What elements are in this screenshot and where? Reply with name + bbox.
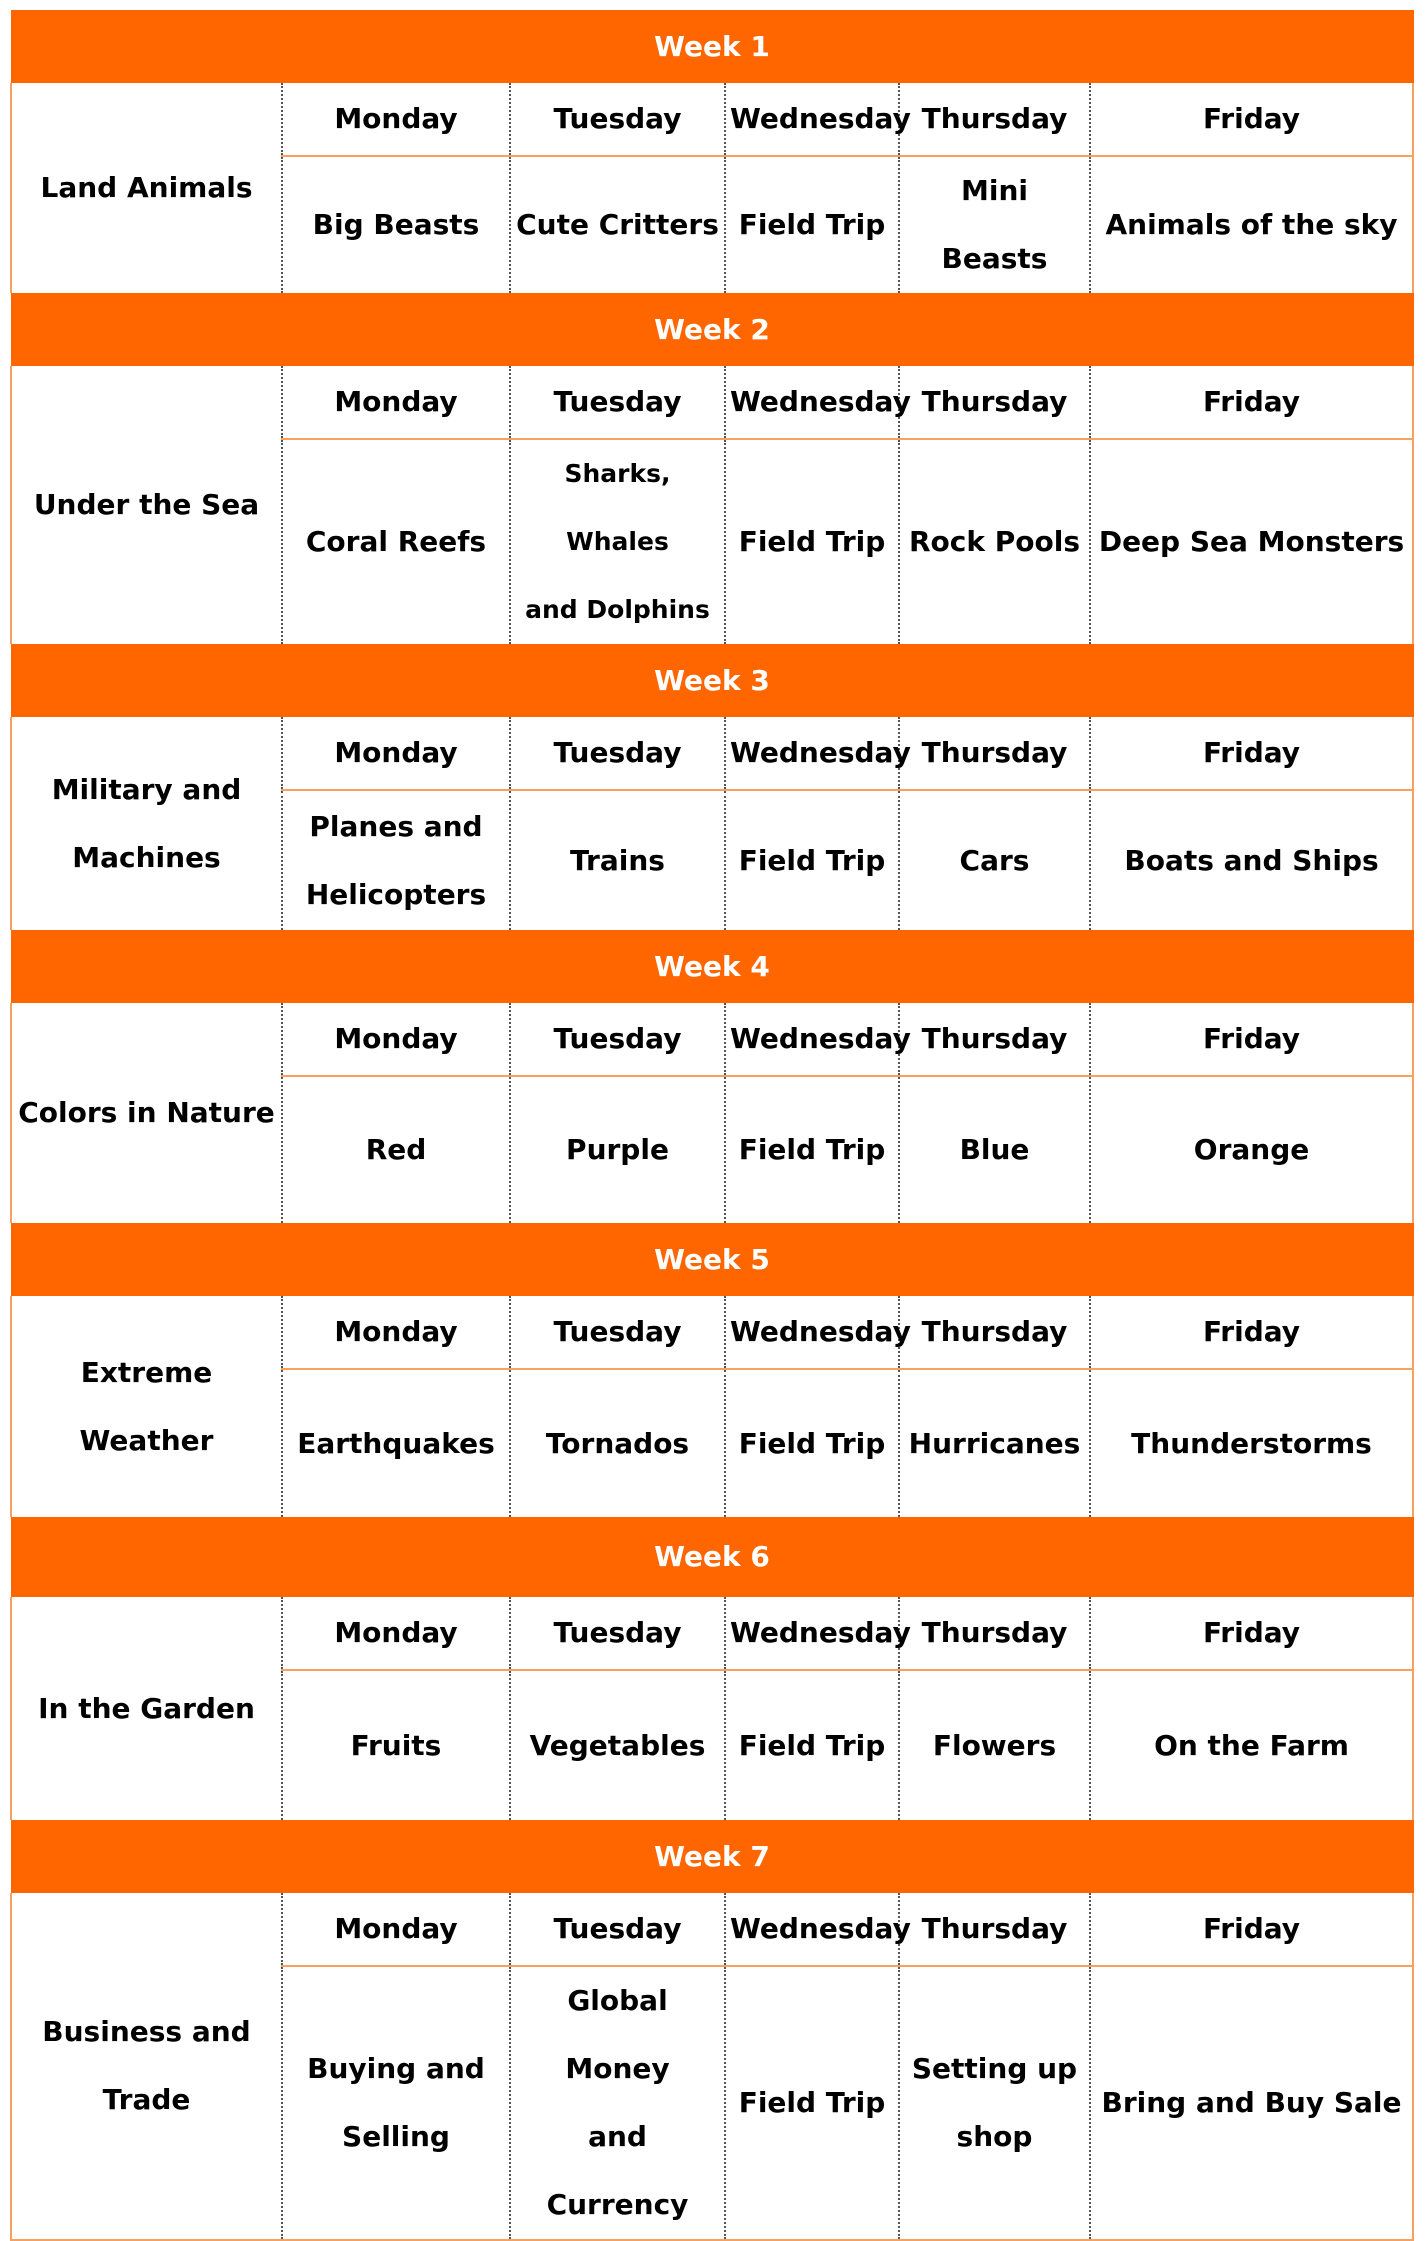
day-monday: Monday xyxy=(282,366,510,439)
day-thursday: Thursday xyxy=(899,1003,1090,1076)
topic-friday: Deep Sea Monsters xyxy=(1090,439,1413,644)
day-monday: Monday xyxy=(282,1003,510,1076)
topic-friday: Orange xyxy=(1090,1076,1413,1223)
topic-tuesday: Global Money and Currency xyxy=(510,1966,725,2240)
day-thursday: Thursday xyxy=(899,1296,1090,1369)
topic-friday: Bring and Buy Sale xyxy=(1090,1966,1413,2240)
topic-tuesday: Tornados xyxy=(510,1369,725,1517)
week-header: Week 2 xyxy=(11,293,1413,366)
week-theme: Under the Sea xyxy=(11,366,282,644)
topic-tuesday: Trains xyxy=(510,790,725,930)
week-6-table xyxy=(10,1517,1414,1820)
day-thursday: Thursday xyxy=(899,83,1090,156)
day-monday: Monday xyxy=(282,1893,510,1966)
topic-wednesday: Field Trip xyxy=(725,156,899,293)
day-tuesday: Tuesday xyxy=(510,1003,725,1076)
day-thursday: Thursday xyxy=(899,366,1090,439)
day-thursday: Thursday xyxy=(899,1893,1090,1966)
topic-monday: Planes and Helicopters xyxy=(282,790,510,930)
week-header: Week 3 xyxy=(11,644,1413,717)
topic-monday: Fruits xyxy=(282,1670,510,1820)
week-theme: Land Animals xyxy=(11,83,282,293)
week-2-table xyxy=(10,293,1414,644)
week-5-table xyxy=(10,1223,1414,1517)
topic-tuesday: Sharks, Whales and Dolphins xyxy=(510,439,725,644)
week-theme: In the Garden xyxy=(11,1597,282,1820)
day-tuesday: Tuesday xyxy=(510,717,725,790)
day-tuesday: Tuesday xyxy=(510,1597,725,1670)
week-theme: Military and Machines xyxy=(11,717,282,930)
topic-wednesday: Field Trip xyxy=(725,790,899,930)
week-header: Week 5 xyxy=(11,1223,1413,1296)
topic-thursday: Flowers xyxy=(899,1670,1090,1820)
week-header: Week 1 xyxy=(11,10,1413,83)
topic-monday: Red xyxy=(282,1076,510,1223)
topic-friday: Boats and Ships xyxy=(1090,790,1413,930)
day-friday: Friday xyxy=(1090,717,1413,790)
topic-thursday: Setting up shop xyxy=(899,1966,1090,2240)
topic-thursday: Cars xyxy=(899,790,1090,930)
day-wednesday: Wednesday xyxy=(725,366,899,439)
topic-friday: Animals of the sky xyxy=(1090,156,1413,293)
day-friday: Friday xyxy=(1090,1296,1413,1369)
day-wednesday: Wednesday xyxy=(725,717,899,790)
day-wednesday: Wednesday xyxy=(725,1893,899,1966)
week-4-table xyxy=(10,930,1414,1223)
topic-friday: On the Farm xyxy=(1090,1670,1413,1820)
topic-thursday: Hurricanes xyxy=(899,1369,1090,1517)
day-tuesday: Tuesday xyxy=(510,366,725,439)
week-header: Week 7 xyxy=(11,1820,1413,1893)
day-wednesday: Wednesday xyxy=(725,83,899,156)
topic-tuesday: Cute Critters xyxy=(510,156,725,293)
week-theme: Business and Trade xyxy=(11,1893,282,2240)
day-friday: Friday xyxy=(1090,83,1413,156)
topic-thursday: Mini Beasts xyxy=(899,156,1090,293)
topic-wednesday: Field Trip xyxy=(725,1369,899,1517)
day-tuesday: Tuesday xyxy=(510,1296,725,1369)
day-thursday: Thursday xyxy=(899,1597,1090,1670)
week-theme: Extreme Weather xyxy=(11,1296,282,1517)
day-tuesday: Tuesday xyxy=(510,83,725,156)
day-friday: Friday xyxy=(1090,1003,1413,1076)
topic-monday: Earthquakes xyxy=(282,1369,510,1517)
topic-monday: Coral Reefs xyxy=(282,439,510,644)
day-monday: Monday xyxy=(282,717,510,790)
day-friday: Friday xyxy=(1090,1597,1413,1670)
week-header: Week 6 xyxy=(11,1517,1413,1597)
day-friday: Friday xyxy=(1090,1893,1413,1966)
topic-friday: Thunderstorms xyxy=(1090,1369,1413,1517)
day-monday: Monday xyxy=(282,83,510,156)
week-theme: Colors in Nature xyxy=(11,1003,282,1223)
day-tuesday: Tuesday xyxy=(510,1893,725,1966)
topic-wednesday: Field Trip xyxy=(725,1670,899,1820)
week-header: Week 4 xyxy=(11,930,1413,1003)
topic-monday: Buying and Selling xyxy=(282,1966,510,2240)
weekly-schedule xyxy=(10,10,1412,2241)
week-7-table xyxy=(10,1820,1414,2241)
day-wednesday: Wednesday xyxy=(725,1597,899,1670)
day-wednesday: Wednesday xyxy=(725,1003,899,1076)
day-wednesday: Wednesday xyxy=(725,1296,899,1369)
day-monday: Monday xyxy=(282,1597,510,1670)
topic-wednesday: Field Trip xyxy=(725,439,899,644)
topic-thursday: Blue xyxy=(899,1076,1090,1223)
topic-monday: Big Beasts xyxy=(282,156,510,293)
topic-thursday: Rock Pools xyxy=(899,439,1090,644)
topic-tuesday: Vegetables xyxy=(510,1670,725,1820)
day-friday: Friday xyxy=(1090,366,1413,439)
day-monday: Monday xyxy=(282,1296,510,1369)
topic-tuesday: Purple xyxy=(510,1076,725,1223)
topic-wednesday: Field Trip xyxy=(725,1076,899,1223)
day-thursday: Thursday xyxy=(899,717,1090,790)
topic-wednesday: Field Trip xyxy=(725,1966,899,2240)
week-1-table xyxy=(10,10,1414,293)
week-3-table xyxy=(10,644,1414,930)
